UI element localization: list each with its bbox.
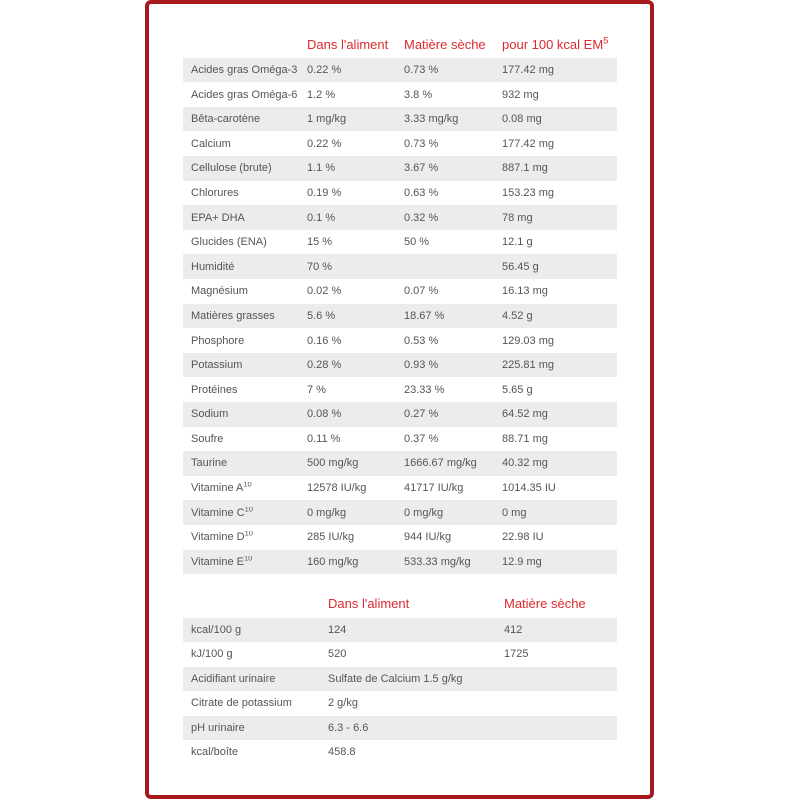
- value-as-fed: 520: [328, 648, 347, 661]
- value-dry-matter: 533.33 mg/kg: [404, 555, 471, 568]
- value-dry-matter: 3.33 mg/kg: [404, 113, 459, 126]
- value-per-100-kcal: 88.71 mg: [502, 432, 548, 445]
- energy-table: [183, 590, 617, 765]
- value-dry-matter: 1666.67 mg/kg: [404, 457, 477, 470]
- nutrient-name: EPA+ DHA: [191, 211, 245, 224]
- nutrients-table: [183, 31, 617, 574]
- value-per-100-kcal: 1014.35 IU: [502, 482, 556, 495]
- header-as-fed: Dans l'aliment: [307, 36, 389, 52]
- value-as-fed: 124: [328, 623, 347, 636]
- nutrient-name: Protéines: [191, 383, 238, 396]
- table-row: [183, 716, 617, 741]
- value-dry-matter: 3.67 %: [404, 162, 439, 175]
- value-dry-matter: 23.33 %: [404, 383, 445, 396]
- table-row: [183, 254, 617, 279]
- nutrient-name: Calcium: [191, 137, 231, 150]
- energy-label: pH urinaire: [191, 721, 245, 734]
- value-as-fed: 15 %: [307, 236, 333, 249]
- value-as-fed: 0.16 %: [307, 334, 342, 347]
- value-dry-matter: 0.73 %: [404, 137, 439, 150]
- value-as-fed: 2 g/kg: [328, 697, 358, 710]
- value-as-fed: 0.02 %: [307, 285, 342, 298]
- energy-label: kcal/boîte: [191, 746, 239, 759]
- value-as-fed: 285 IU/kg: [307, 531, 355, 544]
- table-body: [183, 618, 617, 765]
- table-row: [183, 525, 617, 550]
- table-row: [183, 618, 617, 643]
- value-per-100-kcal: 12.1 g: [502, 236, 533, 249]
- table-row: [183, 58, 617, 83]
- table-row: [183, 156, 617, 181]
- value-as-fed: 7 %: [307, 383, 326, 396]
- value-dry-matter: 0.37 %: [404, 432, 439, 445]
- nutrient-name: [183, 507, 299, 519]
- value-per-100-kcal: 0 mg: [502, 506, 527, 519]
- table-row: [183, 500, 617, 525]
- value-as-fed: 1.2 %: [307, 88, 336, 101]
- table-row: [183, 279, 617, 304]
- table-row: [183, 740, 617, 765]
- nutrient-name: Acides gras Oméga-3: [191, 63, 298, 76]
- table-row: [183, 328, 617, 353]
- nutrient-name: Cellulose (brute): [191, 162, 272, 175]
- header-dry-matter: Matière sèche: [504, 596, 586, 611]
- table-row: [183, 476, 617, 501]
- value-as-fed: 0.11 %: [307, 432, 341, 445]
- value-as-fed: 160 mg/kg: [307, 555, 359, 568]
- value-dry-matter: 944 IU/kg: [404, 531, 452, 544]
- nutrient-name: Acides gras Oméga-6: [191, 88, 298, 101]
- value-per-100-kcal: 64.52 mg: [502, 408, 548, 421]
- value-dry-matter: 0.73 %: [404, 63, 439, 76]
- value-as-fed: 0.22 %: [307, 63, 342, 76]
- value-per-100-kcal: 56.45 g: [502, 260, 539, 273]
- nutrient-name: [183, 531, 299, 543]
- value-per-100-kcal: 153.23 mg: [502, 186, 554, 199]
- value-dry-matter: 412: [504, 623, 523, 636]
- value-as-fed: 0.22 %: [307, 137, 342, 150]
- table-row: [183, 550, 617, 575]
- table-row: [183, 353, 617, 378]
- value-dry-matter: 0.32 %: [404, 211, 439, 224]
- value-per-100-kcal: 225.81 mg: [502, 359, 554, 372]
- table-row: [183, 230, 617, 255]
- nutrient-name-text: Vitamine D: [191, 531, 245, 544]
- nutrient-name: [183, 482, 299, 494]
- nutrient-name: Potassium: [191, 359, 243, 372]
- value-dry-matter: 0.07 %: [404, 285, 439, 298]
- table-row: [183, 304, 617, 329]
- value-as-fed: 0.19 %: [307, 186, 342, 199]
- value-per-100-kcal: 78 mg: [502, 211, 533, 224]
- value-as-fed: 12578 IU/kg: [307, 482, 367, 495]
- value-dry-matter: 18.67 %: [404, 309, 445, 322]
- energy-label: Acidifiant urinaire: [191, 672, 276, 685]
- value-as-fed: 1 mg/kg: [307, 113, 347, 126]
- table-row: [183, 642, 617, 667]
- table-row: [183, 181, 617, 206]
- header-per-100-kcal: [494, 37, 617, 52]
- value-as-fed: 5.6 %: [307, 309, 336, 322]
- value-per-100-kcal: 129.03 mg: [502, 334, 554, 347]
- value-as-fed: 1.1 %: [307, 162, 336, 175]
- value-as-fed: 458.8: [328, 746, 356, 759]
- value-per-100-kcal: 16.13 mg: [502, 285, 548, 298]
- footnote-ref: 5: [603, 36, 609, 47]
- header-as-fed: Dans l'aliment: [328, 596, 410, 611]
- value-per-100-kcal: 4.52 g: [502, 309, 533, 322]
- energy-label: kcal/100 g: [191, 623, 242, 636]
- energy-label: kJ/100 g: [191, 648, 233, 661]
- value-dry-matter: 0.93 %: [404, 359, 439, 372]
- table-row: [183, 205, 617, 230]
- table-row: [183, 377, 617, 402]
- value-per-100-kcal: 5.65 g: [502, 383, 533, 396]
- value-dry-matter: 0.53 %: [404, 334, 439, 347]
- value-dry-matter: 41717 IU/kg: [404, 482, 464, 495]
- table-header: [183, 590, 617, 618]
- nutrient-name-text: Vitamine C: [191, 506, 245, 519]
- table-row: [183, 402, 617, 427]
- value-as-fed: 70 %: [307, 260, 333, 273]
- nutrient-name: Soufre: [191, 432, 224, 445]
- value-dry-matter: 3.8 %: [404, 88, 433, 101]
- value-as-fed: 6.3 - 6.6: [328, 721, 369, 734]
- footnote-ref: 10: [244, 531, 253, 538]
- value-as-fed: Sulfate de Calcium 1.5 g/kg: [328, 672, 463, 685]
- nutrient-name: Magnésium: [191, 285, 248, 298]
- value-per-100-kcal: 40.32 mg: [502, 457, 548, 470]
- nutrient-name-text: Vitamine E: [191, 555, 244, 568]
- table-row: [183, 691, 617, 716]
- value-per-100-kcal: 177.42 mg: [502, 63, 554, 76]
- value-as-fed: 0.1 %: [307, 211, 336, 224]
- footnote-ref: 10: [244, 506, 253, 514]
- table-row: [183, 427, 617, 452]
- value-as-fed: 0.28 %: [307, 359, 342, 372]
- value-dry-matter: 1725: [504, 648, 529, 661]
- value-as-fed: 500 mg/kg: [307, 457, 359, 470]
- value-per-100-kcal: 932 mg: [502, 88, 539, 101]
- nutrient-name: Chlorures: [191, 186, 239, 199]
- table-row: [183, 82, 617, 107]
- table-row: [183, 107, 617, 132]
- value-per-100-kcal: 177.42 mg: [502, 137, 554, 150]
- energy-label: Citrate de potassium: [191, 697, 292, 710]
- table-row: [183, 667, 617, 692]
- value-per-100-kcal: 12.9 mg: [502, 555, 542, 568]
- nutrient-name: Phosphore: [191, 334, 245, 347]
- table-body: [183, 58, 617, 574]
- nutrient-name: Glucides (ENA): [191, 236, 267, 249]
- nutrient-name: Humidité: [191, 260, 235, 273]
- value-dry-matter: 0 mg/kg: [404, 506, 444, 519]
- nutrient-name-text: Vitamine A: [191, 482, 244, 495]
- footnote-ref: 10: [243, 482, 252, 489]
- value-per-100-kcal: 887.1 mg: [502, 162, 548, 175]
- table-row: [183, 131, 617, 156]
- value-per-100-kcal: 22.98 IU: [502, 531, 544, 544]
- value-dry-matter: 50 %: [404, 236, 430, 249]
- nutrient-name: Matières grasses: [191, 309, 275, 322]
- nutrient-name: Taurine: [191, 457, 228, 470]
- value-dry-matter: 0.27 %: [404, 408, 439, 421]
- nutrient-name: [183, 556, 299, 568]
- header-dry-matter: Matière sèche: [404, 36, 486, 52]
- nutrient-name: Bêta-carotène: [191, 113, 261, 126]
- value-as-fed: 0.08 %: [307, 408, 342, 421]
- table-row: [183, 451, 617, 476]
- value-as-fed: 0 mg/kg: [307, 506, 347, 519]
- value-per-100-kcal: 0.08 mg: [502, 113, 542, 126]
- table-header: [183, 31, 617, 58]
- footnote-ref: 10: [244, 555, 253, 563]
- header-per-100-kcal-text: pour 100 kcal EM: [502, 36, 604, 52]
- nutrient-name: Sodium: [191, 408, 229, 421]
- value-dry-matter: 0.63 %: [404, 186, 439, 199]
